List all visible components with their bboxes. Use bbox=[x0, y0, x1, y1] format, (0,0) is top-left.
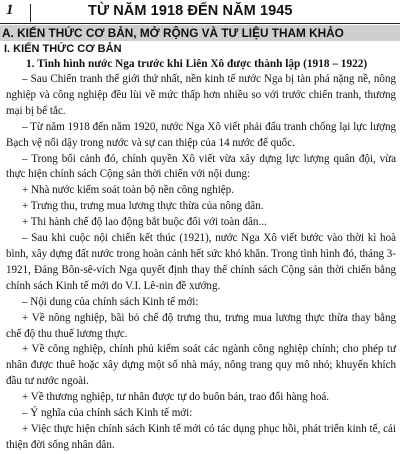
paragraph: – Ý nghĩa của chính sách Kinh tế mới: bbox=[22, 407, 193, 420]
list-item: + Việc thực hiện chính sách Kinh tế mới có tác dụng phục hồi, phát triển kinh tế, cải thiện đời sống nhân dân. bbox=[6, 422, 396, 451]
paragraph: – Trong bối cảnh đó, chính quyền Xô viết vừa xây dựng lực lượng quân đội, vừa thực hiện chính sách Cộng sản thời chiến với nội dung: bbox=[6, 152, 396, 181]
body-text bbox=[6, 72, 396, 454]
header-divider bbox=[30, 4, 31, 22]
list-item: + Nhà nước kiểm soát toàn bộ nền công nghiệp. bbox=[22, 184, 234, 197]
list-item: + Về thương nghiệp, tư nhân được tự do buôn bán, trao đổi hàng hoá. bbox=[22, 391, 330, 404]
list-item: + Trưng thu, trưng mua lương thực thừa của nông dân. bbox=[22, 200, 264, 213]
chapter-title: TỪ NĂM 1918 ĐẾN NĂM 1945 bbox=[88, 3, 293, 19]
paragraph: – Từ năm 1918 đến năm 1920, nước Nga Xô viết phải đấu tranh chống lại lực lượng Bạch vệ nổi dậy trong nước và sự can thiệp của 14 nước đế quốc. bbox=[6, 120, 396, 149]
paragraph: – Sau Chiến tranh thế giới thứ nhất, nền kinh tế nước Nga bị tàn phá nặng nề, nông nghiệp và công nghiệp đều lùi về mức thấp hơn nhiều so với trước chiến tranh, thương mại bị bế tắc. bbox=[6, 73, 396, 117]
section-heading-bar bbox=[0, 25, 400, 41]
item-heading: 1. Tình hình nước Nga trước khi Liên Xô được thành lập (1918 – 1922) bbox=[26, 58, 368, 70]
list-item: + Về nông nghiệp, bãi bỏ chế độ trưng thu, trưng mua lương thực thừa thay bằng chế độ thu thuế lương thực. bbox=[6, 311, 396, 340]
list-item: + Về công nghiệp, chính phủ kiểm soát các ngành công nghiệp chính; cho phép tư nhân được thuê hoặc xây dựng một số nhà máy, nông trang quy mô nhỏ; khuyến khích đầu tư nước ngoài. bbox=[6, 343, 396, 388]
list-item: + Thi hành chế độ lao động bắt buộc đối với toàn dân... bbox=[22, 216, 267, 229]
header-underline bbox=[0, 23, 400, 24]
section-heading: A. KIẾN THỨC CƠ BẢN, MỞ RỘNG VÀ TƯ LIỆU THAM KHẢO bbox=[2, 26, 344, 40]
page-number: 1 bbox=[6, 2, 14, 18]
paragraph: – Sau khi cuộc nội chiến kết thúc (1921), nước Nga Xô viết bước vào thời kì hoà bình, xây dựng đất nước trong hoàn cảnh hết sức khó khăn. Trong tình hình đó, tháng 3-1921, Đảng Bôn-sê-vích Nga quyết định thay thế chính sách Cộng sản thời chiến bằng chính sách Kinh tế mới do V.I. Lê-nin đề xướng. bbox=[6, 232, 396, 292]
page-header bbox=[0, 0, 400, 26]
paragraph: – Nội dung của chính sách Kinh tế mới: bbox=[22, 295, 199, 308]
subsection-heading: I. KIẾN THỨC CƠ BẢN bbox=[4, 43, 122, 55]
